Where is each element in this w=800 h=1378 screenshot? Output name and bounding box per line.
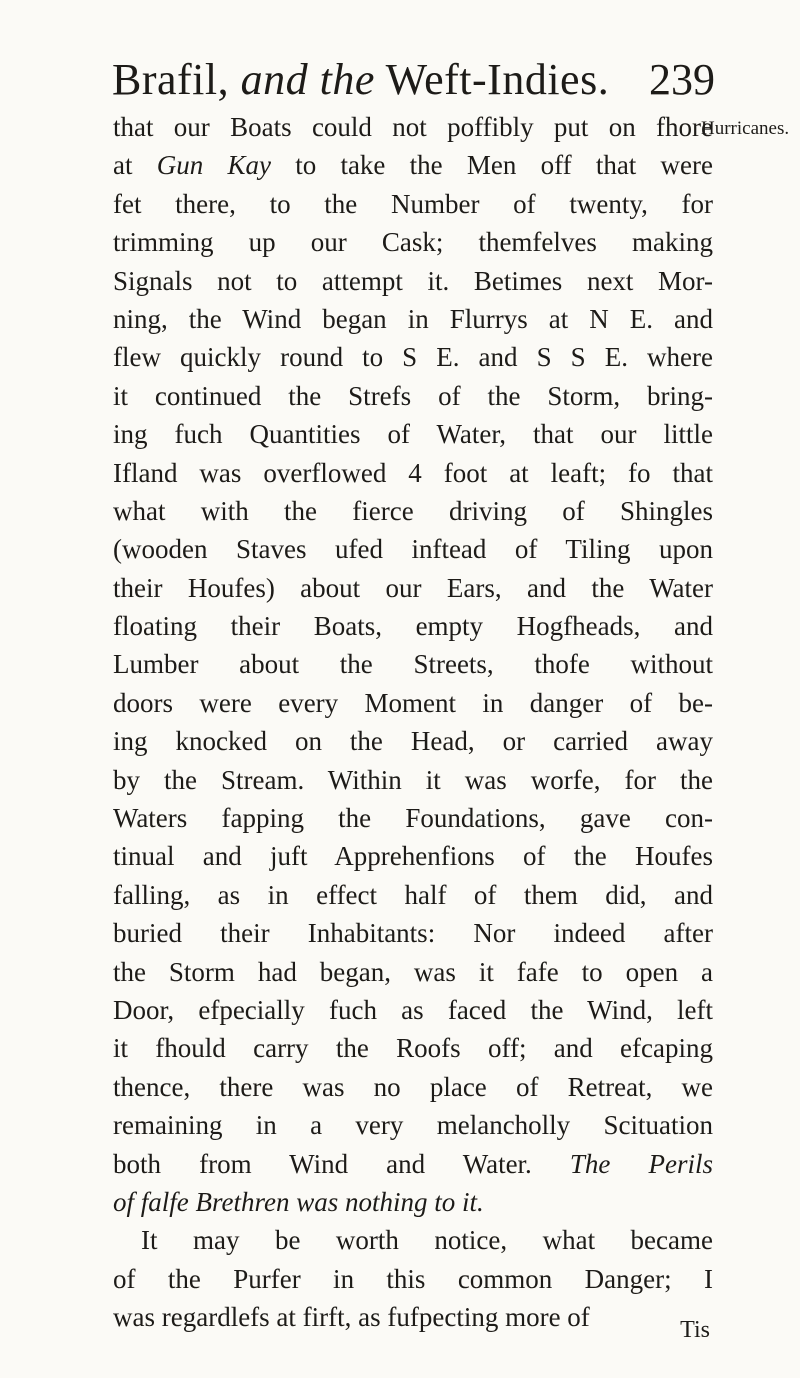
running-head-place: Brafil, <box>112 55 241 104</box>
italic-text-segment: Gun Kay <box>156 150 271 181</box>
text-line: fet there, to the Number of twenty, for <box>113 188 713 219</box>
text-line: ning, the Wind began in Flurrys at N E. and <box>113 303 713 334</box>
text-line: floating their Boats, empty Hogfheads, and <box>113 611 713 642</box>
text-line: doors were every Moment in danger of be- <box>113 687 713 718</box>
text-line: Waters fapping the Foundations, gave con- <box>113 803 713 834</box>
text-line: ing knocked on the Head, or carried away <box>113 726 713 757</box>
running-head-conjunction: and the <box>240 55 375 104</box>
text-line: buried their Inhabitants: Nor indeed after <box>113 918 713 949</box>
text-segment: at <box>113 150 157 181</box>
text-line: (wooden Staves ufed inftead of Tiling upon <box>113 534 713 565</box>
text-line: trimming up our Cask; themfelves making <box>113 227 713 258</box>
text-line: It may be worth notice, what became <box>141 1225 713 1256</box>
text-line: the Storm had began, was it fafe to open a <box>113 956 713 987</box>
text-line: ing fuch Quantities of Water, that our little <box>113 419 713 450</box>
italic-text-segment: of falfe Brethren was nothing to it. <box>113 1186 484 1217</box>
text-line: by the Stream. Within it was worfe, for the <box>113 764 713 795</box>
text-line <box>113 146 713 184</box>
text-segment: to take the Men off that were <box>270 150 713 181</box>
text-line: Door, efpecially fuch as faced the Wind, left <box>113 994 713 1025</box>
body-text <box>113 108 713 1337</box>
text-line: Signals not to attempt it. Betimes next Mor- <box>113 265 713 296</box>
text-line: was regardlefs at firft, as fufpecting more of <box>113 1302 590 1333</box>
margin-note: Hurricanes. <box>701 118 790 139</box>
text-line: that our Boats could not poffibly put on fhore <box>113 112 713 142</box>
text-line: it fhould carry the Roofs off; and efcaping <box>113 1033 713 1064</box>
italic-text-segment: The Perils <box>569 1148 713 1179</box>
text-line: flew quickly round to S E. and S S E. where <box>113 342 713 373</box>
text-line: Ifland was overflowed 4 foot at leaft; fo that <box>113 457 713 488</box>
text-line: tinual and juft Apprehenfions of the Houfes <box>113 841 713 872</box>
text-line: their Houfes) about our Ears, and the Water <box>113 572 713 603</box>
text-line: thence, there was no place of Retreat, we <box>113 1071 713 1102</box>
running-head-region: Weft-Indies. <box>374 55 610 104</box>
page-number: 239 <box>649 55 715 104</box>
text-line <box>113 1183 713 1221</box>
text-line: it continued the Strefs of the Storm, bring- <box>113 380 713 411</box>
text-line: falling, as in effect half of them did, and <box>113 879 713 910</box>
running-head <box>112 50 712 110</box>
text-line: remaining in a very melancholly Scituation <box>113 1110 713 1141</box>
text-segment: both from Wind and Water. <box>113 1148 570 1179</box>
text-line: what with the fierce driving of Shingles <box>113 495 713 526</box>
text-line: of the Purfer in this common Danger; I <box>113 1263 713 1294</box>
text-line: Lumber about the Streets, thofe without <box>113 649 713 680</box>
catchword: Tis <box>680 1317 710 1343</box>
text-line <box>113 1145 713 1183</box>
